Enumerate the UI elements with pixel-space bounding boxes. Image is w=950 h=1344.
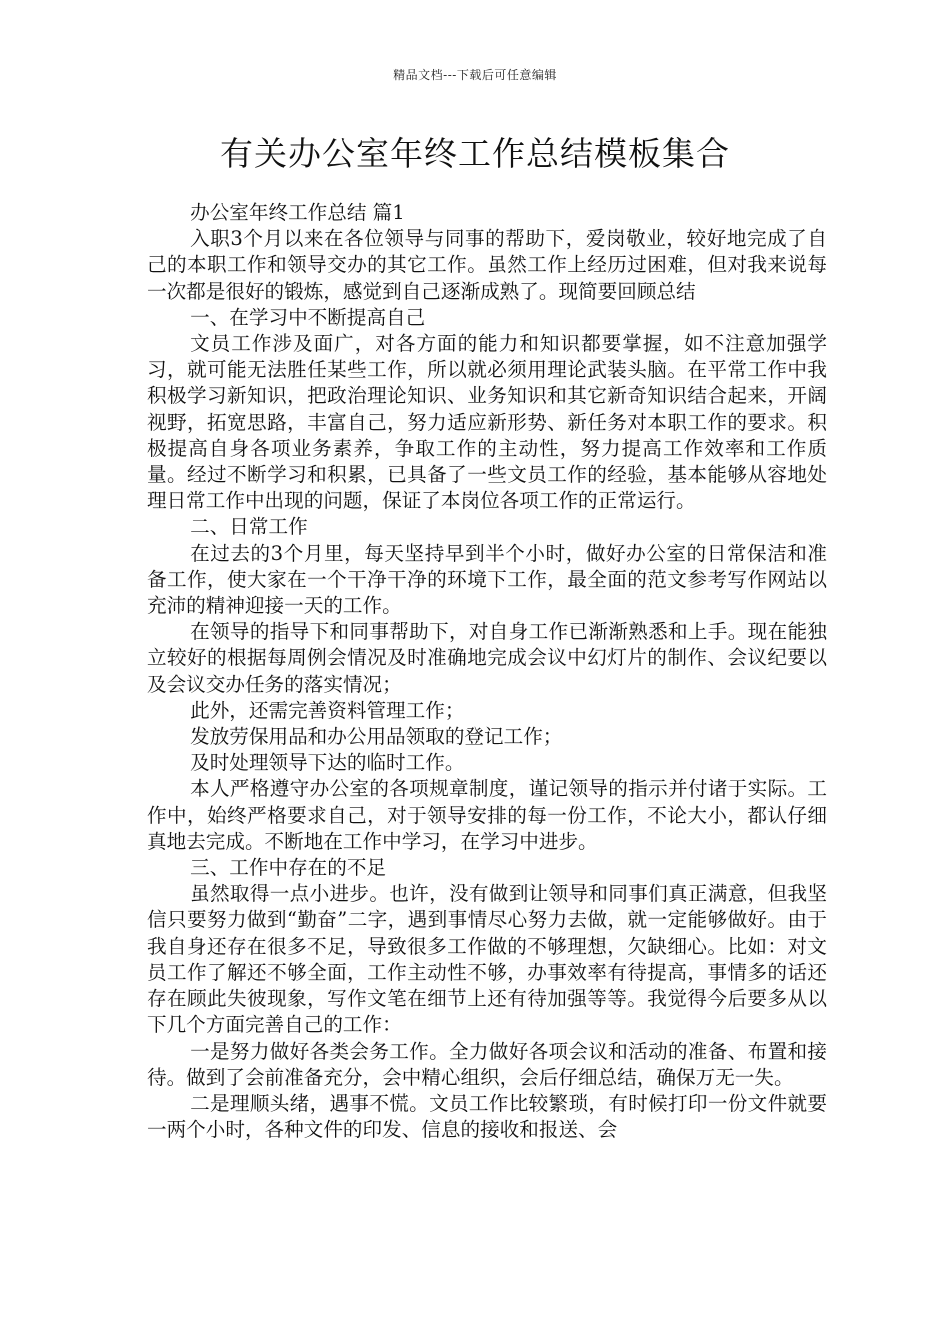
- section-heading: 一、在学习中不断提高自己: [190, 305, 426, 329]
- paragraph: 发放劳保用品和办公用品领取的登记工作；: [190, 725, 563, 749]
- paragraph: 一是努力做好各类会务工作。全力做好各项会议和活动的准备、布置和接待。做到了会前准备充分，会中精心组织，会后仔细总结，确保万无一失。: [147, 1039, 827, 1089]
- paragraph: 文员工作涉及面广，对各方面的能力和知识都要掌握，如不注意加强学习，就可能无法胜任某些工作，所以就必须用理论武装头脑。在平常工作中我积极学习新知识，把政治理论知识、业务知识和其它新奇知识结合起来，开阔视野，拓宽思路，丰富自己，努力适应新形势、新任务对本职工作的要求。积极提高自身各项业务素养，争取工作的主动性，努力提高工作效率和工作质量。经过不断学习和积累，已具备了一些文员工作的经验，基本能够从容地处理日常工作中出现的问题，保证了本岗位各项工作的正常运行。: [147, 332, 827, 513]
- paragraph: 入职3个月以来在各位领导与同事的帮助下，爱岗敬业，较好地完成了自己的本职工作和领导交办的其它工作。虽然工作上经历过困难，但对我来说每一次都是很好的锻炼，感觉到自己逐渐成熟了。现简要回顾总结: [147, 227, 827, 303]
- document-title: 有关办公室年终工作总结模板集合: [220, 134, 730, 173]
- paragraph: 此外，还需完善资料管理工作；: [190, 698, 465, 722]
- paragraph: 在领导的指导下和同事帮助下，对自身工作已渐渐熟悉和上手。现在能独立较好的根据每周例会情况及时准确地完成会议中幻灯片的制作、会议纪要以及会议交办任务的落实情况；: [147, 620, 827, 696]
- header-note: 精品文档---下载后可任意编辑: [393, 68, 557, 82]
- section-heading: 三、工作中存在的不足: [190, 856, 387, 880]
- paragraph: 虽然取得一点小进步。也许，没有做到让领导和同事们真正满意，但我坚信只要努力做到“勤奋”二字，遇到事情尽心努力去做，就一定能够做好。由于我自身还存在很多不足，导致很多工作做的不够理想，欠缺细心。比如：对文员工作了解还不够全面，工作主动性不够，办事效率有待提高，事情多的话还存在顾此失彼现象，写作文笔在细节上还有待加强等等。我觉得今后要多从以下几个方面完善自己的工作：: [147, 882, 827, 1037]
- paragraph: 二是理顺头绪，遇事不慌。文员工作比较繁琐，有时候打印一份文件就要一两个小时，各种文件的印发、信息的接收和报送、会: [147, 1091, 827, 1142]
- paragraph: 在过去的3个月里，每天坚持早到半个小时，做好办公室的日常保洁和准备工作，使大家在一个干净干净的环境下工作，最全面的范文参考写作网站以充沛的精神迎接一天的工作。: [147, 541, 827, 618]
- section-heading: 二、日常工作: [190, 515, 308, 539]
- document-body: [147, 200, 827, 1143]
- paragraph: 及时处理领导下达的临时工作。: [190, 751, 465, 775]
- paragraph: 本人严格遵守办公室的各项规章制度，谨记领导的指示并付诸于实际。工作中，始终严格要求自己，对于领导安排的每一份工作，不论大小，都认仔细真地去完成。不断地在工作中学习，在学习中进步。: [147, 777, 827, 853]
- section-heading-article: 办公室年终工作总结 篇1: [190, 201, 405, 224]
